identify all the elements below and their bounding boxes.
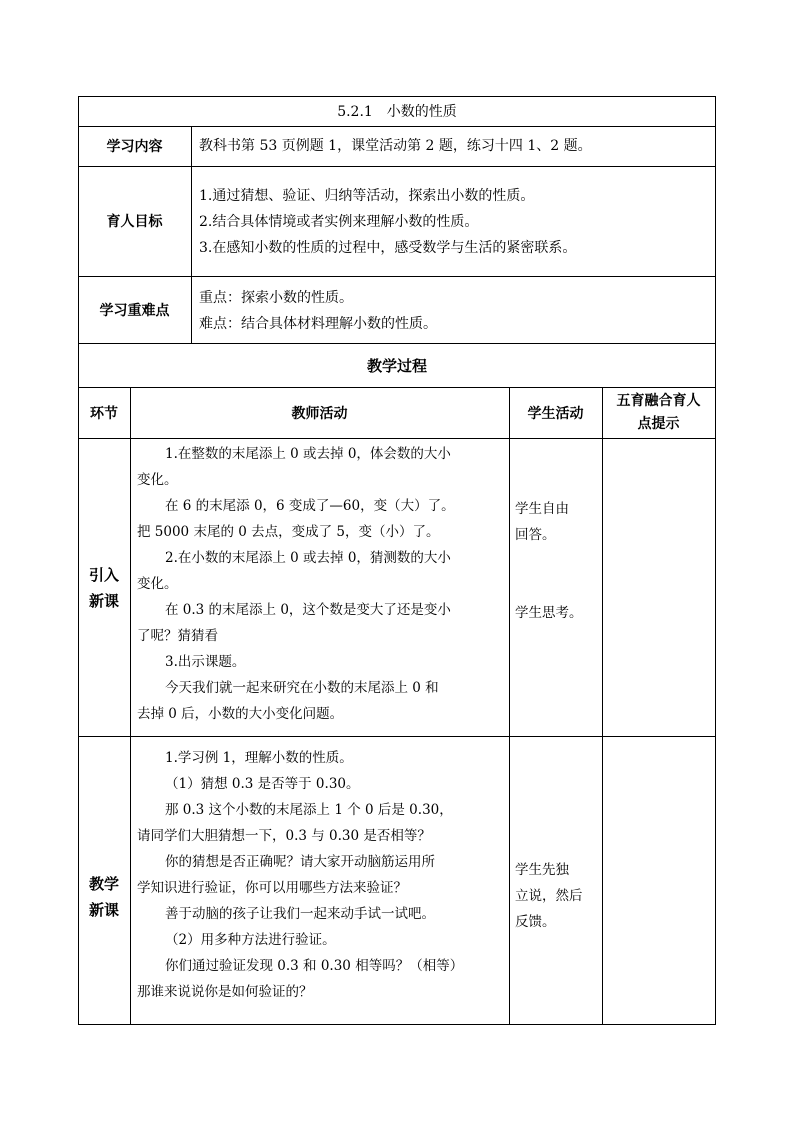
content-cell <box>199 126 709 166</box>
student-activity-intro-a <box>515 496 600 548</box>
activity-line: 今天我们就一起来研究在小数的末尾添上 0 和 <box>165 680 439 696</box>
goal-item: 3.在感知小数的性质的过程中，感受数学与生活的紧密联系。 <box>199 240 577 256</box>
activity-line: 变化。 <box>137 576 178 592</box>
teacher-activity-intro <box>137 441 505 727</box>
activity-line: 请同学们大胆猜想一下，0.3 与 0.30 是否相等？ <box>137 828 431 844</box>
activity-line: 1.在整数的末尾添上 0 或去掉 0，体会数的大小 <box>165 446 451 462</box>
stage-teaching-line: 新课 <box>88 901 119 919</box>
activity-line: 了呢？猜猜看 <box>137 628 218 644</box>
activity-line: 去掉 0 后，小数的大小变化问题。 <box>137 706 344 722</box>
keypoint-item: 重点：探索小数的性质。 <box>199 290 353 306</box>
activity-line: 善于动脑的孩子让我们一起来动手试一试吧。 <box>165 906 435 922</box>
teacher-activity-teaching <box>137 745 505 1005</box>
header-tips-line: 五育融合育人 <box>616 393 701 409</box>
header-student: 学生活动 <box>527 405 584 422</box>
student-line: 学生先独 <box>515 862 569 878</box>
student-activity-intro-b: 学生思考。 <box>515 605 583 621</box>
goal-item: 1.通过猜想、验证、归纳等活动，探索出小数的性质。 <box>199 188 535 204</box>
goals-list <box>199 183 709 261</box>
goals-label: 育人目标 <box>106 214 163 230</box>
header-stage: 环节 <box>90 405 118 422</box>
student-line: 回答。 <box>515 527 556 543</box>
activity-line: 学知识进行验证，你可以用哪些方法来验证？ <box>137 880 407 896</box>
activity-line: 你的猜想是否正确呢？请大家开动脑筋运用所 <box>165 854 435 870</box>
lesson-title <box>78 96 716 126</box>
activity-line: 那 0.3 这个小数的末尾添上 1 个 0 后是 0.30， <box>165 802 453 818</box>
student-line: 反馈。 <box>515 914 556 930</box>
stage-teaching <box>78 871 130 923</box>
stage-teaching-line: 教学 <box>88 875 119 893</box>
activity-line: 那谁来说说你是如何验证的？ <box>137 984 313 1000</box>
activity-line: 在 0.3 的末尾添上 0，这个数是变大了还是变小 <box>165 602 451 618</box>
lesson-title-text: 5.2.1 小数的性质 <box>337 104 457 120</box>
activity-line: 3.出示课题。 <box>165 654 246 670</box>
keypoint-item: 难点：结合具体材料理解小数的性质。 <box>199 316 437 332</box>
keypoints-label: 学习重难点 <box>99 302 170 319</box>
keypoints-list <box>199 285 709 337</box>
activity-line: 2.在小数的末尾添上 0 或去掉 0，猜测数的大小 <box>165 550 451 566</box>
activity-line: 1.学习例 1，理解小数的性质。 <box>165 750 353 766</box>
activity-line: （1）猜想 0.3 是否等于 0.30。 <box>165 776 360 792</box>
content-text: 教科书第 53 页例题 1，课堂活动第 2 题，练习十四 1、2 题。 <box>199 138 592 154</box>
process-title: 教学过程 <box>366 356 427 375</box>
stage-intro <box>78 562 130 614</box>
activity-line: 变化。 <box>137 472 178 488</box>
content-label: 学习内容 <box>106 139 163 155</box>
activity-line: 把 5000 末尾的 0 去点，变成了 5，变（小）了。 <box>137 524 440 540</box>
stage-intro-line: 新课 <box>88 592 119 610</box>
student-activity-teaching <box>515 857 600 935</box>
header-tips-line: 点提示 <box>637 416 680 432</box>
activity-line: （2）用多种方法进行验证。 <box>165 932 336 948</box>
student-line: 立说，然后 <box>515 888 583 904</box>
goal-item: 2.结合具体情境或者实例来理解小数的性质。 <box>199 214 479 230</box>
header-tips <box>602 390 715 436</box>
student-line: 学生自由 <box>515 501 569 517</box>
stage-intro-line: 引入 <box>88 566 119 584</box>
header-teacher: 教师活动 <box>291 405 348 422</box>
activity-line: 你们通过验证发现 0.3 和 0.30 相等吗？（相等） <box>165 958 464 974</box>
activity-line: 在 6 的末尾添 0，6 变成了—60，变（大）了。 <box>165 498 455 514</box>
